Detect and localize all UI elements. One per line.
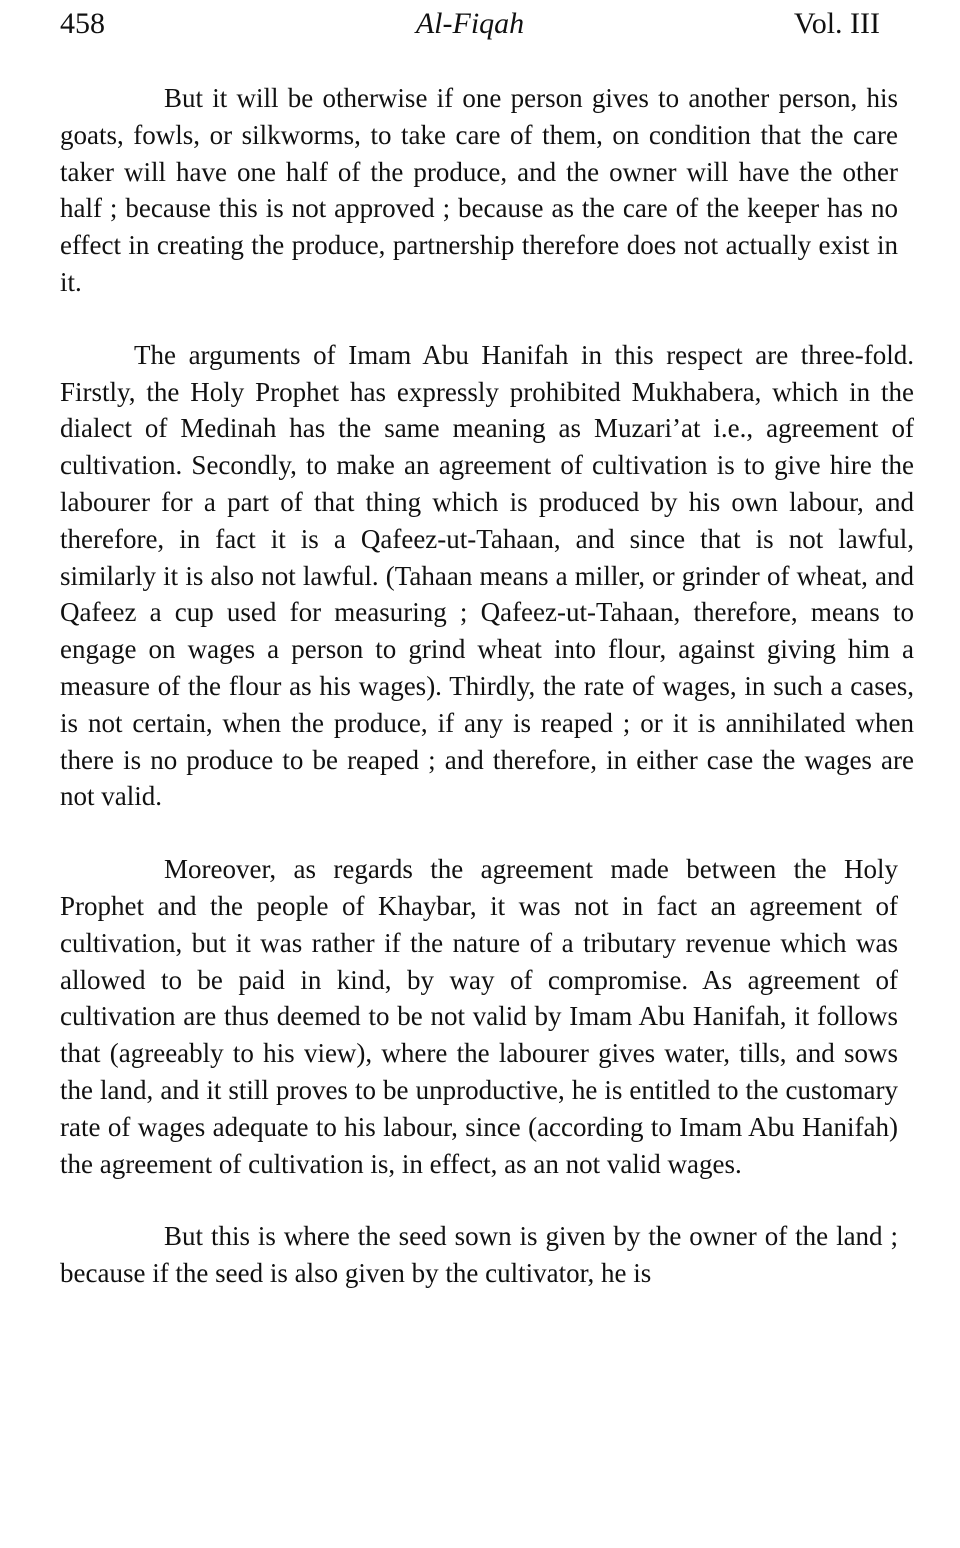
book-title: Al-Fiqah: [415, 7, 525, 40]
paragraph-seed-given-by-owner: But this is where the seed sown is given by the owner of the land ; because if the seed is also given by the cultivator, he is: [60, 1221, 898, 1289]
page-number: 458: [60, 7, 105, 40]
volume-label: Vol. III: [793, 7, 880, 40]
running-header: [60, 2, 880, 46]
paragraph-khaybar-agreement: Moreover, as regards the agreement made between the Holy Prophet and the people of Khaybar, it was not in fact an agreement of cultivation, but it was rather if the nature of a tributary revenue which was allowed to be paid in kind, by way of compromise. As agreement of cultivation are thus deemed to be not valid by Imam Abu Hanifah, it follows that (agreeably to his view), where the labourer gives water, tills, and sows the land, and it still proves to be unproductive, he is entitled to the customary rate of wages adequate to his labour, since (according to Imam Abu Hanifah) the agreement of cultivation is, in effect, as an not valid wages.: [60, 854, 898, 1179]
paragraph-care-of-animals: But it will be otherwise if one person gives to another person, his goats, fowls, or silkworms, to take care of them, on condition that the care taker will have one half of the produce, and the owner will have the other half ; because this is not approved ; because as the care of the keeper has no effect in creating the produce, partnership therefore does not actually exist in it.: [60, 83, 898, 297]
page-body: [60, 80, 914, 1292]
paragraph-arguments-of-abu-hanifah: The arguments of Imam Abu Hanifah in this respect are three-fold. Firstly, the Holy Prophet has expressly prohibited Mukhabera, which in the dialect of Medinah has the same meaning as Muzari’at i.e., agreement of cultivation. Secondly, to make an agreement of cultivation is to give hire the labourer for a part of that thing which is produced by his own labour, and therefore, in fact it is a Qafeez-ut-Tahaan, and since that is not lawful, similarly it is also not lawful. (Tahaan means a miller, or grinder of wheat, and Qafeez a cup used for measuring ; Qafeez-ut-Tahaan, therefore, means to engage on wages a person to grind wheat into flour, against giving him a measure of the flour as his wages). Thirdly, the rate of wages, in such a cases, is not certain, when the produce, if any is reaped ; or it is annihilated when there is no produce to be reaped ; and therefore, in either case the wages are not valid.: [60, 339, 914, 812]
